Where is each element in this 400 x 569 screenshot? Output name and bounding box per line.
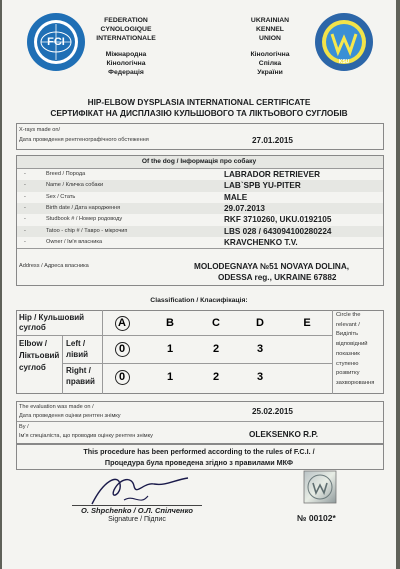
- header-right-en-3: UNION: [259, 35, 281, 42]
- evaluation-date: 25.02.2015: [252, 407, 293, 416]
- header-right-ua-2: Спілка: [258, 60, 282, 67]
- divider: [102, 310, 103, 394]
- xray-date: 27.01.2015: [252, 136, 293, 145]
- classification-note-line: захворювання: [336, 379, 375, 386]
- fci-logo-text: FCI: [47, 36, 65, 48]
- address-line-1: MOLODEGNAYA №51 NOVAYA DOLINA,: [194, 262, 350, 271]
- classification-note-line: відповідний: [336, 341, 368, 348]
- divider: [332, 310, 333, 394]
- classification-note-line: relevant /: [336, 321, 360, 328]
- header-right-en-2: KENNEL: [256, 26, 284, 33]
- elbow-left-label-2: лівий: [66, 350, 89, 359]
- elbow-grade-1: 1: [166, 343, 174, 355]
- evaluation-by-label-1: By /: [19, 424, 29, 430]
- header-right-en-1: UKRAINIAN: [250, 17, 290, 24]
- header-right-ua-3: України: [257, 69, 283, 76]
- kennel-logo-text: KSU: [338, 59, 350, 65]
- classification-title: Classification / Класифікація:: [150, 297, 248, 304]
- dog-row-label: Name / Кличка собаки: [46, 182, 104, 189]
- title-en: HIP-ELBOW DYSPLASIA INTERNATIONAL CERTIFICATE: [87, 97, 311, 107]
- header-left-ua-3: Федерація: [108, 69, 144, 76]
- dog-row-label: Breed / Порода: [46, 171, 86, 177]
- elbow-right-label-2: правий: [66, 377, 95, 386]
- dog-row-value: KRAVCHENKO T.V.: [224, 237, 298, 247]
- dog-row-label: Sex / Стать: [46, 193, 76, 200]
- elbow-grade-0: 0: [118, 371, 126, 383]
- header-left-en-3: INTERNATIONALE: [96, 35, 156, 42]
- dog-row-bullet: -: [24, 182, 26, 189]
- dog-row-label: Birth date / Дата народження: [46, 204, 121, 211]
- dog-row-bullet: -: [24, 171, 26, 177]
- divider: [62, 363, 332, 364]
- hologram-sticker: [303, 470, 337, 504]
- dog-row-value: LABRADOR RETRIEVER: [224, 170, 320, 179]
- elbow-label-2: Ліктьовий: [19, 351, 60, 360]
- procedure-en: This procedure has been performed according to the rules of F.C.I. /: [83, 447, 315, 456]
- kennel-union-logo: [314, 12, 374, 72]
- elbow-grade-1: 1: [166, 371, 174, 383]
- dog-row-label: Owner / Ім'я власника: [46, 238, 103, 245]
- elbow-selected-circle: [115, 342, 130, 357]
- dog-row-value: 29.07.2013: [224, 203, 265, 213]
- dog-row-value: LBS 028 / 643094100280224: [224, 226, 332, 236]
- hip-grade-B: B: [166, 317, 174, 329]
- elbow-left-label-1: Left /: [66, 339, 86, 348]
- certificate-sheet: [2, 0, 396, 569]
- divider: [17, 248, 383, 249]
- elbow-grade-2: 2: [212, 343, 220, 355]
- elbow-grade-3: 3: [256, 343, 264, 355]
- dog-row-bullet: -: [24, 227, 26, 234]
- header-right-ua-1: Кінологічна: [250, 51, 290, 58]
- title-ua: СЕРТИФІКАТ НА ДИСПЛАЗІЮ КУЛЬШОВОГО ТА ЛІКТЬОВОГО СУГЛОБІВ: [50, 108, 348, 118]
- fci-logo: [26, 12, 86, 72]
- hip-grade-C: C: [212, 317, 220, 329]
- dog-row-value: RKF 3710260, UKU.0192105: [224, 215, 332, 225]
- classification-note-line: розвитку: [336, 370, 360, 377]
- hip-grade-A: A: [118, 317, 126, 329]
- divider: [17, 335, 332, 336]
- evaluation-by-name: OLEKSENKO R.P.: [249, 430, 319, 439]
- dog-row-bullet: -: [24, 204, 26, 211]
- divider: [17, 421, 383, 422]
- address-label: Address / Адреса власника: [19, 263, 89, 269]
- classification-note-line: ступеню: [336, 360, 359, 367]
- elbow-label-1: Elbow /: [19, 339, 47, 348]
- dog-row-value: MALE: [224, 192, 248, 202]
- xray-label-en: X-rays made on/: [19, 127, 61, 133]
- dog-row-label: Tatoo - chip # / Тавро - мікрочип: [46, 227, 128, 234]
- dog-row-label: Studbook # / Номер родоводу: [46, 216, 123, 223]
- signature-scribble: [84, 470, 194, 510]
- hip-grade-D: D: [256, 317, 264, 329]
- evaluation-label-1: The evaluation was made on /: [19, 404, 94, 410]
- classification-note-line: Виділіть: [336, 331, 359, 338]
- hip-grade-E: E: [303, 317, 311, 329]
- hip-label-2: суглоб: [19, 323, 46, 332]
- serial-number: № 00102*: [297, 513, 336, 523]
- elbow-grade-3: 3: [256, 371, 264, 383]
- evaluation-label-2: Дата проведення оцінки рентген знімку: [19, 413, 121, 419]
- xray-label-ua: Дата проведення рентгенографічного обстеження: [19, 137, 149, 143]
- divider: [17, 168, 383, 169]
- elbow-grade-2: 2: [212, 371, 220, 383]
- signature-name: O. Shpchenko / О.Л. Спілченко: [81, 506, 193, 515]
- dog-row-bullet: -: [24, 238, 26, 245]
- hip-label-1: Hip / Кульшовий: [19, 313, 85, 322]
- signature-label: Signature / Підпис: [108, 516, 166, 523]
- address-line-2: ODESSA reg., UKRAINE 67882: [218, 273, 337, 282]
- dog-row-bullet: -: [24, 193, 26, 200]
- elbow-right-label-1: Right /: [66, 366, 91, 375]
- elbow-label-3: суглоб: [19, 363, 46, 372]
- classification-note-line: показник: [336, 350, 360, 357]
- header-left-ua-1: Міжнародна: [105, 51, 147, 58]
- hip-selected-circle: [115, 316, 130, 331]
- evaluation-by-label-2: Ім'я спеціаліста, що проводив оцінку рентген знімку: [19, 433, 153, 439]
- dog-row-bullet: -: [24, 216, 26, 223]
- dog-section-title: Of the dog / Інформація про собаку: [141, 158, 257, 165]
- procedure-ua: Процедура була проведена згідно з правилами МКФ: [104, 458, 294, 467]
- header-left-ua-2: Кінологічна: [106, 60, 146, 67]
- header-left-en-1: FEDERATION: [104, 17, 148, 24]
- classification-note-line: Circle the: [336, 312, 361, 318]
- elbow-selected-circle: [115, 370, 130, 385]
- dog-row-value: LAB`SPB YU-PITER: [224, 181, 301, 191]
- header-left-en-2: CYNOLOGIQUE: [100, 26, 152, 33]
- elbow-grade-0: 0: [118, 343, 126, 355]
- divider: [62, 335, 63, 394]
